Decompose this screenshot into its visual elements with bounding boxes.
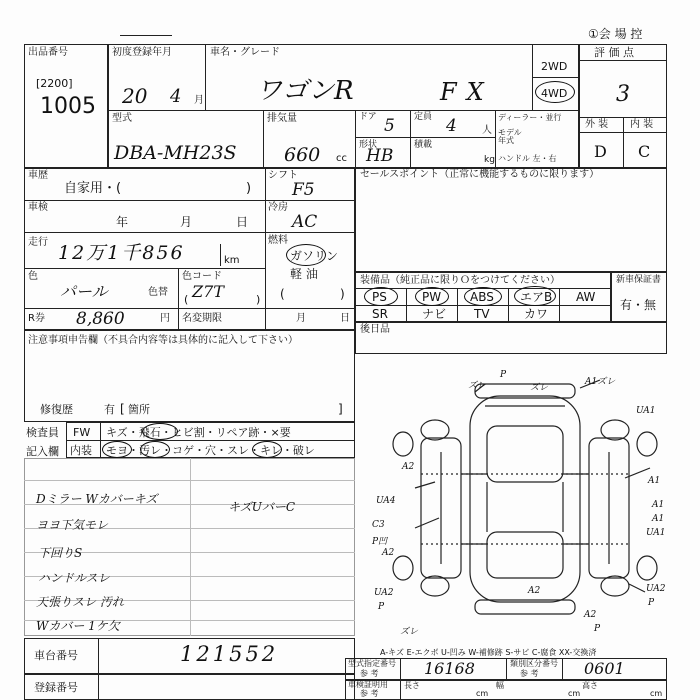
equip-airbag: エアB — [520, 290, 553, 304]
drive-4wd-circle — [535, 81, 575, 103]
rear-items-box — [355, 322, 667, 354]
warranty-label: 新車保証書 — [616, 275, 662, 285]
memo-line-4: ハンドルスレ — [38, 571, 110, 585]
color-code-value: Z7T — [192, 282, 224, 301]
color-code-open: ( — [184, 293, 189, 306]
damage-mark-21: P — [594, 624, 601, 634]
damage-mark-18: P — [378, 602, 385, 612]
tax-value: 8,860 — [76, 309, 125, 329]
capacity: 4 — [446, 116, 457, 136]
interior-dirt-circle — [140, 441, 170, 458]
inspection-day-unit: 日 — [236, 215, 249, 229]
color-code-close: ) — [256, 293, 261, 306]
interior-stain-circle — [102, 441, 132, 458]
class-label: 類別区分番号 — [510, 659, 558, 668]
model-year-label: モデル年式 — [498, 128, 522, 145]
type-sub: 参 考 — [360, 669, 379, 678]
name-grade-label: 車名・グレード — [210, 47, 280, 58]
equip-sr: SR — [372, 307, 388, 321]
repair-location: 箇所 — [128, 403, 150, 416]
damage-mark-6: A1 — [648, 476, 661, 486]
kg-unit: kg — [484, 155, 495, 165]
lot-number: 1005 — [40, 94, 96, 119]
sales-point-label: セールスポイント（正常に機能するものに限ります） — [360, 169, 600, 180]
cert-box — [345, 680, 667, 700]
displacement-label: 排気量 — [267, 113, 297, 124]
type-label: 型式指定番号 — [348, 659, 396, 668]
tax-label: R券 — [28, 313, 45, 324]
interior-wear-circle — [252, 441, 282, 458]
exterior-label: 外 装 — [585, 119, 609, 130]
dealer-label: ディーラー・並行 — [498, 113, 562, 122]
displacement: 660 — [284, 144, 321, 166]
inspection-month-unit: 月 — [180, 215, 193, 229]
mileage-unit: km — [224, 255, 240, 266]
width-label: 幅 — [496, 681, 504, 690]
registration-label: 登録番号 — [34, 681, 78, 694]
first-reg-month: 4 — [170, 86, 182, 107]
width-unit: cm — [568, 689, 581, 698]
tax-unit: 円 — [160, 313, 170, 324]
evaluation-label: 評 価 点 — [594, 46, 634, 59]
color-change-label: 色替 — [148, 287, 168, 298]
fw-chip-circle — [142, 423, 178, 440]
capacity-unit: 人 — [482, 125, 492, 136]
equipment-label: 装備品（純正品に限りＯをつけてください） — [360, 275, 560, 286]
chassis-value: 121552 — [180, 642, 279, 666]
warranty-value: 有・無 — [620, 298, 657, 312]
lot-prefix: [2200] — [36, 77, 73, 90]
name-change-label: 名変期限 — [182, 313, 222, 324]
damage-mark-3: ズレ — [530, 383, 549, 393]
doors-label: ドア — [359, 112, 377, 122]
interior-grade: C — [638, 142, 651, 161]
fuel-open: ( — [280, 287, 285, 301]
model-code: DBA-MH23S — [114, 142, 237, 164]
height-unit: cm — [650, 689, 663, 698]
fuel-gasoline: ガソリン — [290, 249, 339, 263]
mileage-value: 12万1千856 — [58, 242, 185, 264]
memo-line-1: Dミラー Wカバーキズ — [36, 492, 158, 506]
damage-mark-15: P凹 — [372, 537, 388, 547]
inspector-interior-items: モヨ・汚レ・コゲ・穴・スレ・キレ・破レ — [106, 444, 315, 457]
chassis-label: 車台番号 — [34, 649, 78, 662]
color-code-label: 色コード — [182, 271, 222, 282]
shift-value: F5 — [292, 180, 315, 200]
memo-right: キズUバーC — [228, 500, 296, 514]
cert-label: 車検証明用 — [348, 680, 388, 689]
doors: 5 — [384, 116, 395, 136]
equip-ps: PS — [372, 290, 387, 304]
shift-label: シフト — [268, 170, 298, 181]
inspector-interior-label: 内装 — [70, 444, 92, 457]
equip-abs-circle — [464, 287, 502, 306]
lot-label: 出品番号 — [28, 47, 68, 58]
damage-mark-7: A1 — [652, 500, 665, 510]
damage-mark-8: A1 — [652, 514, 665, 524]
damage-mark-12: A2 — [402, 462, 415, 472]
memo-line-5: 天張りスレ 汚れ — [36, 595, 124, 609]
fuel-diesel: 軽 油 — [290, 267, 318, 281]
damage-mark-13: UA4 — [376, 496, 396, 506]
equip-aw: AW — [576, 290, 596, 304]
fuel-close: ) — [340, 287, 345, 301]
damage-mark-10: UA2 — [646, 584, 666, 594]
evaluation-score: 3 — [616, 82, 630, 107]
inspector-label-2: 記入欄 — [26, 445, 59, 458]
equip-abs: ABS — [470, 290, 494, 304]
first-reg-label: 初度登録年月 — [112, 47, 172, 58]
name-change-day: 日 — [340, 313, 350, 324]
inspector-fw-items: キズ・飛石・ヒビ割・リペア跡・×要 — [106, 426, 291, 439]
fuel-label: 燃料 — [268, 235, 288, 246]
damage-legend: A-キズ E-エクボ U-凹み W-補修跡 S-サビ C-腐食 XX-交換済 — [380, 648, 597, 657]
rear-items-label: 後日品 — [360, 324, 390, 335]
header-rule — [120, 35, 172, 36]
load-label: 積載 — [414, 140, 433, 150]
car-name: ワゴンR — [256, 76, 354, 106]
damage-mark-1: ズレ — [468, 381, 487, 391]
damage-mark-19: A2 — [528, 586, 541, 596]
interior-label: 内 装 — [630, 119, 654, 130]
aircon-label: 冷房 — [268, 202, 288, 213]
history-close: ) — [246, 181, 252, 196]
first-reg-month-unit: 月 — [194, 95, 204, 106]
height-label: 高さ — [582, 681, 598, 690]
equip-ps-circle — [364, 287, 398, 306]
capacity-label: 定員 — [414, 112, 433, 122]
type-value: 16168 — [424, 659, 475, 678]
venue-label: ①会 場 控 — [588, 27, 643, 41]
drive-4wd: 4WD — [541, 87, 568, 100]
fuel-gasoline-circle — [286, 244, 326, 266]
damage-mark-5: UA1 — [636, 406, 656, 416]
history-label: 車歴 — [28, 170, 48, 181]
memo-line-3: 下回りS — [38, 546, 83, 560]
inspector-fw-label: FW — [73, 426, 91, 439]
equip-pw-circle — [415, 287, 449, 306]
car-diagram — [375, 378, 665, 638]
memo-line-2: ヨヨ下気モレ — [36, 518, 109, 532]
memo-line-6: Wカバー 1ケ欠 — [36, 619, 120, 633]
damage-mark-20: A2 — [584, 610, 597, 620]
equip-tv: TV — [474, 307, 490, 321]
class-sub: 参 考 — [520, 669, 539, 678]
damage-mark-14: C3 — [372, 520, 385, 530]
damage-mark-22: ズレ — [400, 627, 419, 637]
length-label: 長さ — [404, 681, 420, 690]
equip-airbag-circle — [514, 286, 556, 306]
damage-mark-16: A2 — [382, 548, 395, 558]
damage-mark-17: UA2 — [374, 588, 394, 598]
mileage-label: 走行 — [28, 237, 48, 248]
damage-mark-9: UA1 — [646, 528, 666, 538]
sales-point-box — [355, 168, 667, 272]
damage-mark-11: P — [648, 598, 655, 608]
repair-label: 修復歴 — [40, 403, 73, 416]
color-value: パール — [60, 282, 108, 301]
cc-unit: cc — [336, 153, 347, 164]
history-value: 自家用・( — [64, 181, 122, 196]
equip-navi: ナビ — [422, 307, 447, 321]
grade: FX — [440, 78, 494, 106]
damage-mark-2: P — [500, 370, 507, 380]
cert-sub: 参 考 — [360, 689, 379, 698]
exterior-grade: D — [594, 142, 607, 161]
class-value: 0601 — [584, 659, 625, 678]
first-reg-year: 20 — [122, 84, 148, 108]
length-unit: cm — [476, 689, 489, 698]
auction-sheet: ①会 場 控 出品番号 [2200] 1005 初度登録年月 20 4 月 車名・グレード ワゴンR FX 2WD 4WD 型式 DBA-MH23S 排気量 660 cc ドア 5 定員 4 人 形状 HB 積載 kg ディーラー・並行 モデル年式 ハンドル 左・右 評 価 点 3 外 装 内 装 D C 車歴 自家用・( ) シフト F5 車検 年 月 日 冷房 AC 走行 12万1千856 km 燃料 ガソリン 軽 油 ( ) 色 パール 色替 色コード Z7T ( ) R券 8,860 円 名変期限 月 日 セールスポイント（正常に機能するものに限ります） 装備品（純正品に限りＯをつけてください） PS PW ABS エアB AW SR ナビ TV カワ 新車保証書 有・無 後日品 注意事項申告欄（不具合内容等は具体的に記入して下さい） 修復歴 有 箇所 [ ] 検査員 記入欄 FW 内装 キズ・飛石・ヒビ割・リペア跡・×要 モヨ・汚レ・コゲ・穴・スレ・キレ・破レ Dミラー Wカバーキズ ヨヨ下気モレ 下回りS ハンドルスレ 天張りスレ 汚れ Wカバー 1ケ欠 キズUバーC ズレ P ズレ A1ズレ UA1 A1 A1 A1 UA1 UA2 P A2 UA4 C3 P凹 A2 UA2 P A2 A2 P ズレ A-キズ E-エクボ U-凹み W-補修跡 S-サビ C-腐食 XX-交換済 車台番号 121552 登録番号 型式指定番号 参 考 16168 類別区分番号 参 考 0601 車検証明用 参 考 長さ cm 幅 cm 高さ cm — [0, 0, 700, 700]
inspector-label-1: 検査員 — [26, 426, 59, 439]
model-label: 型式 — [112, 113, 132, 124]
drive-2wd: 2WD — [541, 60, 568, 73]
inspection-label: 車検 — [28, 202, 48, 213]
damage-mark-4: A1ズレ — [585, 377, 616, 387]
color-label: 色 — [28, 271, 38, 282]
aircon-value: AC — [292, 212, 318, 232]
shape: HB — [366, 146, 394, 166]
notes-label: 注意事項申告欄（不具合内容等は具体的に記入して下さい） — [28, 335, 298, 346]
name-change-month: 月 — [296, 313, 306, 324]
equip-pw: PW — [422, 290, 442, 304]
shape-label: 形状 — [359, 140, 378, 150]
inspection-year-unit: 年 — [116, 215, 129, 229]
equip-leather: カワ — [524, 307, 549, 321]
handle-label: ハンドル 左・右 — [498, 154, 557, 163]
repair-value: 有 — [104, 403, 115, 416]
